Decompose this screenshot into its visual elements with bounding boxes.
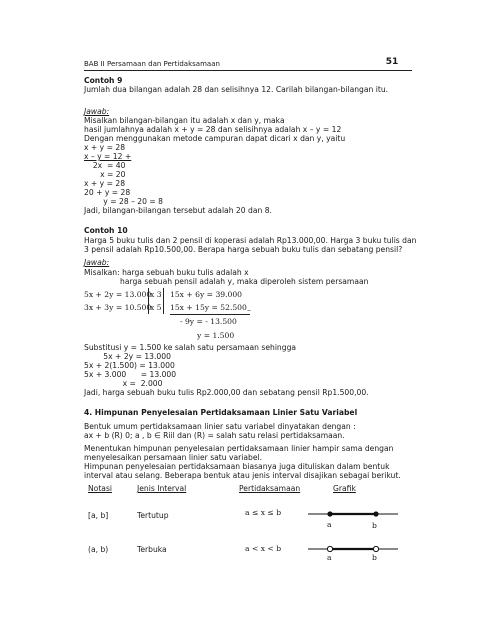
table-cell-jenis: Terbuka [137,545,167,554]
section4-paragraph: menyelesaikan persamaan linier satu variabel. [84,453,263,462]
equation-right-4: y = 1.500 [197,331,235,340]
open-endpoint-a [327,546,332,551]
table-header-jenis: Jenis Interval [137,484,187,493]
contoh9-line: x – y = 12 + [84,152,132,161]
chapter-header: BAB II Persamaan dan Pertidaksamaan [84,60,220,68]
contoh9-line: x + y = 28 [84,143,126,152]
subst-line: 5x + 3.000 = 13.000 [84,370,177,379]
closed-endpoint-b [373,511,378,516]
contoh9-line: 20 + y = 28 [84,188,131,197]
contoh10-jawab: Jawab: [84,258,110,267]
contoh9-jawab: Jawab: [84,107,110,116]
equation-left-2: 3x + 3y = 10.500 [84,303,152,312]
equation-right-1: 15x + 6y = 39.000 [170,290,243,299]
section4-paragraph: Himpunan penyelesaian pertidaksamaan biasanya juga dituliskan dalam bentuk [84,462,390,471]
section4-paragraph: ax + b (R) 0; a , b ∈ Riil dan (R) = salah satu relasi pertidaksamaan. [84,431,345,440]
page-number: 51 [385,57,399,67]
equation-left-1: 5x + 2y = 13.000 [84,290,152,299]
table-header-notasi: Notasi [88,484,113,493]
multiplier-2: x 5 [150,303,162,312]
subst-line: x = 2.000 [84,379,163,388]
subst-line: Substitusi y = 1.500 ke salah satu persamaan sehingga [84,343,297,352]
multiplier-1: x 3 [150,290,162,299]
graph-label-b: b [372,553,377,562]
contoh9-line: Misalkan bilangan-bilangan itu adalah x dan y, maka [84,116,285,125]
section4-title: 4. Himpunan Penyelesaian Pertidaksamaan Linier Satu Variabel [84,408,358,417]
table-header-pertidaksamaan: Pertidaksamaan [239,484,301,493]
contoh9-line: x = 20 [88,170,126,179]
subst-line: Jadi, harga sebuah buku tulis Rp2.000,00 dan sebatang pensil Rp1.500,00. [84,388,369,397]
graph-label-a: a [327,553,332,562]
contoh10-problem: Harga 5 buku tulis dan 2 pensil di koperasi adalah Rp13.000,00. Harga 3 buku tulis dan [84,236,417,245]
closed-interval-graph [306,504,400,534]
open-endpoint-b [373,546,378,551]
contoh9-line: x + y = 28 [84,179,126,188]
subst-line: 5x + 2y = 13.000 [84,352,171,361]
contoh10-title: Contoh 10 [84,226,128,235]
contoh10-misal: Misalkan: harga sebuah buku tulis adalah x [84,268,249,277]
section4-paragraph: Bentuk umum pertidaksamaan linier satu variabel dinyatakan dengan : [84,422,356,431]
closed-endpoint-a [327,511,332,516]
equation-right-2: 15x + 15y = 52.500 [170,303,247,312]
bracket-line [148,288,149,314]
table-cell-pertidaksamaan: a < x < b [245,544,282,553]
bracket-line [163,288,164,314]
table-cell-pertidaksamaan: a ≤ x ≤ b [245,508,282,517]
open-interval-graph [306,540,400,562]
graph-label-a: a [327,520,332,529]
contoh9-line: y = 28 – 20 = 8 [84,197,163,206]
section4-paragraph: interval atau selang. Beberapa bentuk atau jenis interval disajikan sebagai berikut. [84,471,401,480]
header-rule [84,70,412,71]
contoh9-line: Dengan menggunakan metode campuran dapat dicari x dan y, yaitu [84,134,346,143]
subtract-sign: – [247,305,251,314]
section4-paragraph: Menentukan himpunan penyelesaian pertidaksamaan linier hampir sama dengan [84,444,394,453]
subtraction-line [170,314,250,315]
contoh9-line: hasil jumlahnya adalah x + y = 28 dan selisihnya adalah x – y = 12 [84,125,342,134]
table-cell-notasi: [a, b] [88,511,109,520]
contoh9-line: 2x = 40 [88,161,126,170]
table-header-grafik: Grafik [333,484,356,493]
contoh10-misal: harga sebuah pensil adalah y, maka diperoleh sistem persamaan [120,277,369,286]
contoh10-problem: 3 pensil adalah Rp10.500,00. Berapa harga sebuah buku tulis dan sebatang pensil? [84,245,403,254]
graph-label-b: b [372,521,377,530]
table-cell-jenis: Tertutup [137,511,169,520]
equation-right-3: - 9y = - 13.500 [180,317,237,326]
subst-line: 5x + 2(1.500) = 13.000 [84,361,175,370]
contoh9-problem: Jumlah dua bilangan adalah 28 dan selisihnya 12. Carilah bilangan-bilangan itu. [84,85,389,94]
contoh9-title: Contoh 9 [84,76,123,85]
contoh9-line: Jadi, bilangan-bilangan tersebut adalah 20 dan 8. [84,206,272,215]
table-cell-notasi: (a, b) [88,545,109,554]
